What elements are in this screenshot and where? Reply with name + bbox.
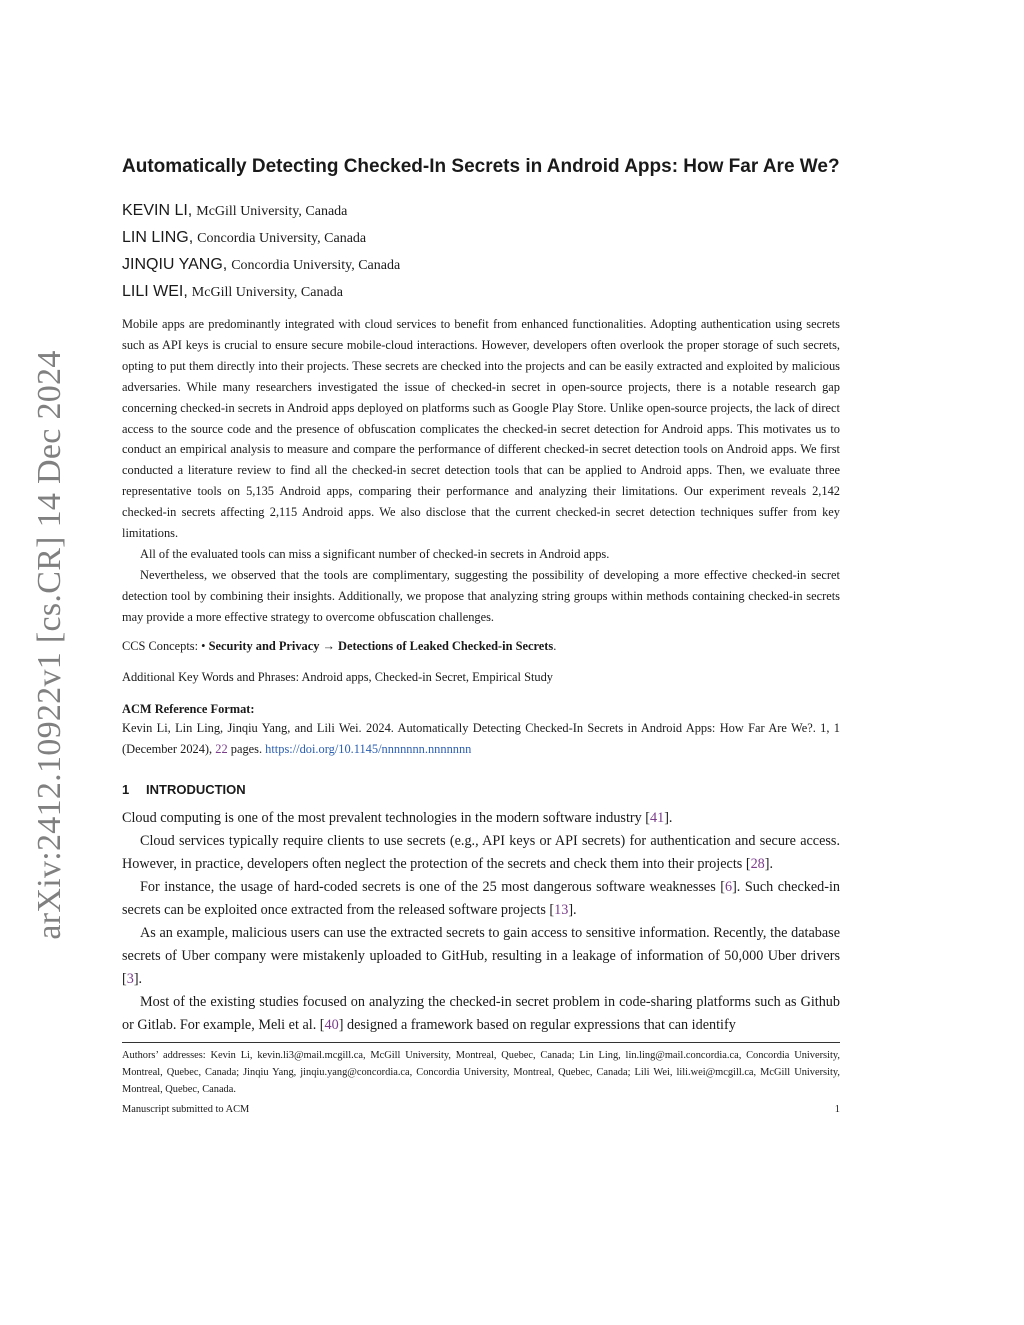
paragraph-text: ]. Such checked-in secrets can be exploited once extracted from the released software projects [ (122, 879, 840, 918)
citation-link[interactable]: 3 (126, 971, 134, 987)
abstract-paragraph: All of the evaluated tools can miss a significant number of checked-in secrets in Android apps. (140, 546, 610, 561)
citation-link[interactable]: 40 (324, 1017, 339, 1033)
paragraph-text: ]. (133, 971, 143, 987)
paragraph-text: ]. (764, 856, 774, 872)
citation-link[interactable]: 41 (650, 810, 665, 826)
author-affiliation: Concordia University, Canada (231, 258, 401, 273)
abstract (122, 314, 840, 628)
author-affiliation: McGill University, Canada (191, 285, 343, 300)
reference-format-heading: ACM Reference Format: (122, 702, 255, 716)
paragraph-text: For instance, the usage of hard-coded secrets is one of the 25 most dangerous software weaknesses [ (140, 879, 725, 895)
body-paragraph (122, 830, 840, 876)
authors-addresses-footnote: Authors’ addresses: Kevin Li, kevin.li3@mail.mcgill.ca, McGill University, Montreal, Quebec, Canada; Lin Ling, lin.ling@mail.concordia.ca, Concordia University, Montreal, Quebec, Canada; Jinqiu Yang, jinqiu.yang@concordia.ca, Concordia University, Montreal, Quebec, Canada; Lili Wei, lili.wei@mcgill.ca, McGill University, Montreal, Quebec, Canada. (122, 1050, 840, 1095)
citation-link[interactable]: 6 (724, 879, 733, 895)
ccs-label: CCS Concepts: • (122, 639, 206, 653)
manuscript-note: Manuscript submitted to ACM (122, 1104, 250, 1115)
keywords: Additional Key Words and Phrases: Android apps, Checked-in Secret, Empirical Study (122, 670, 553, 684)
author-name: KEVIN LI, (122, 202, 193, 219)
page-footer (122, 1101, 840, 1118)
author-name: LILI WEI, (122, 283, 188, 300)
paragraph-text: Cloud computing is one of the most prevalent technologies in the modern software industry [ (122, 810, 650, 826)
reference-format (122, 718, 840, 760)
body-paragraph (122, 922, 840, 991)
paragraph-text: ] designed a framework based on regular expressions that can identify (338, 1017, 736, 1033)
author-name: LIN LING, (122, 229, 194, 246)
author-affiliation: McGill University, Canada (196, 204, 348, 219)
author-entry (122, 226, 840, 253)
footnote-divider (122, 1042, 840, 1043)
doi-link[interactable]: https://doi.org/10.1145/nnnnnnn.nnnnnnn (265, 741, 472, 756)
author-affiliation: Concordia University, Canada (197, 231, 367, 246)
introduction-body (122, 807, 840, 1037)
ccs-concepts (122, 636, 840, 657)
paragraph-text: ]. (568, 902, 577, 918)
section-number: 1 (122, 782, 130, 797)
page-count-link[interactable]: 22 (215, 741, 228, 756)
author-entry (122, 253, 840, 280)
citation-link[interactable]: 13 (554, 902, 569, 918)
author-entry (122, 280, 840, 307)
page-number: 1 (834, 1104, 840, 1115)
paper-title: Automatically Detecting Checked-In Secrets in Android Apps: How Far Are We? (122, 156, 840, 177)
reference-text: Kevin Li, Lin Ling, Jinqiu Yang, and Lili Wei. 2024. Automatically Detecting Checked-In Secrets in Android Apps: How Far Are We?. 1, 1 (December 2024), (122, 721, 840, 756)
paragraph-text: Cloud services typically require clients to use secrets (e.g., API keys or API secrets) for authentication and secure access. However, in practice, developers often neglect the protection of the secrets and check them into their projects [ (122, 833, 840, 872)
paragraph-text: As an example, malicious users can use the extracted secrets to gain access to sensitive information. Recently, the database secrets of Uber company were mistakenly uploaded to GitHub, resulting in a leakage of information of 50,000 Uber drivers [ (122, 925, 840, 987)
abstract-paragraph: Mobile apps are predominantly integrated with cloud services to benefit from enhanced functionalities. Adopting authentication using secrets such as API keys is crucial to ensure secure mobile-cloud interactions. However, developers often overlook the proper storage of such secrets, opting to put them directly into their projects. These secrets are checked into the projects and can be easily extracted and exploited by malicious adversaries. While many researchers investigated the issue of checked-in secret in open-source projects, there is a notable research gap concerning checked-in secrets in Android apps deployed on platforms such as Google Play Store. Unlike open-source projects, the lack of direct access to the source code and the presence of obfuscation complicates the checked-in secret detection for Android apps. This motivates us to conduct an empirical analysis to measure and compare the performance of different checked-in secret detection tools on Android apps. We first conducted a literature review to find all the checked-in secret detection tools that can be applied to Android apps. Then, we evaluate three representative tools on 5,135 Android apps, comparing their performance and analyzing their limitations. Our experiment reveals 2,142 checked-in secrets affecting 2,115 Android apps. We also disclose that the current checked-in secret detection techniques suffer from key limitations. (122, 317, 840, 541)
pages-word: pages. (230, 741, 263, 756)
section-title: INTRODUCTION (146, 782, 246, 797)
body-paragraph (122, 876, 840, 922)
author-list (122, 199, 840, 307)
paragraph-text: Most of the existing studies focused on analyzing the checked-in secret problem in code-sharing platforms such as Github or Gitlab. For example, Meli et al. [ (122, 994, 840, 1033)
author-name: JINQIU YANG, (122, 256, 228, 273)
citation-link[interactable]: 28 (750, 856, 765, 872)
abstract-paragraph: Nevertheless, we observed that the tools are complimentary, suggesting the possibility of developing a more effective checked-in secret detection tool by combining their insights. Additionally, we propose that analyzing string groups within methods containing checked-in secrets may provide a more effective strategy to overcome obfuscation challenges. (122, 567, 840, 624)
author-entry (122, 199, 840, 226)
body-paragraph (122, 991, 840, 1037)
paragraph-text: ]. (664, 810, 673, 826)
ccs-concept: Security and Privacy → Detections of Leaked Checked-in Secrets (208, 639, 554, 653)
section-heading (122, 780, 246, 800)
arxiv-stamp: arXiv:2412.10922v1 [cs.CR] 14 Dec 2024 (31, 350, 68, 940)
ccs-end: . (553, 639, 557, 653)
body-paragraph (122, 807, 840, 830)
